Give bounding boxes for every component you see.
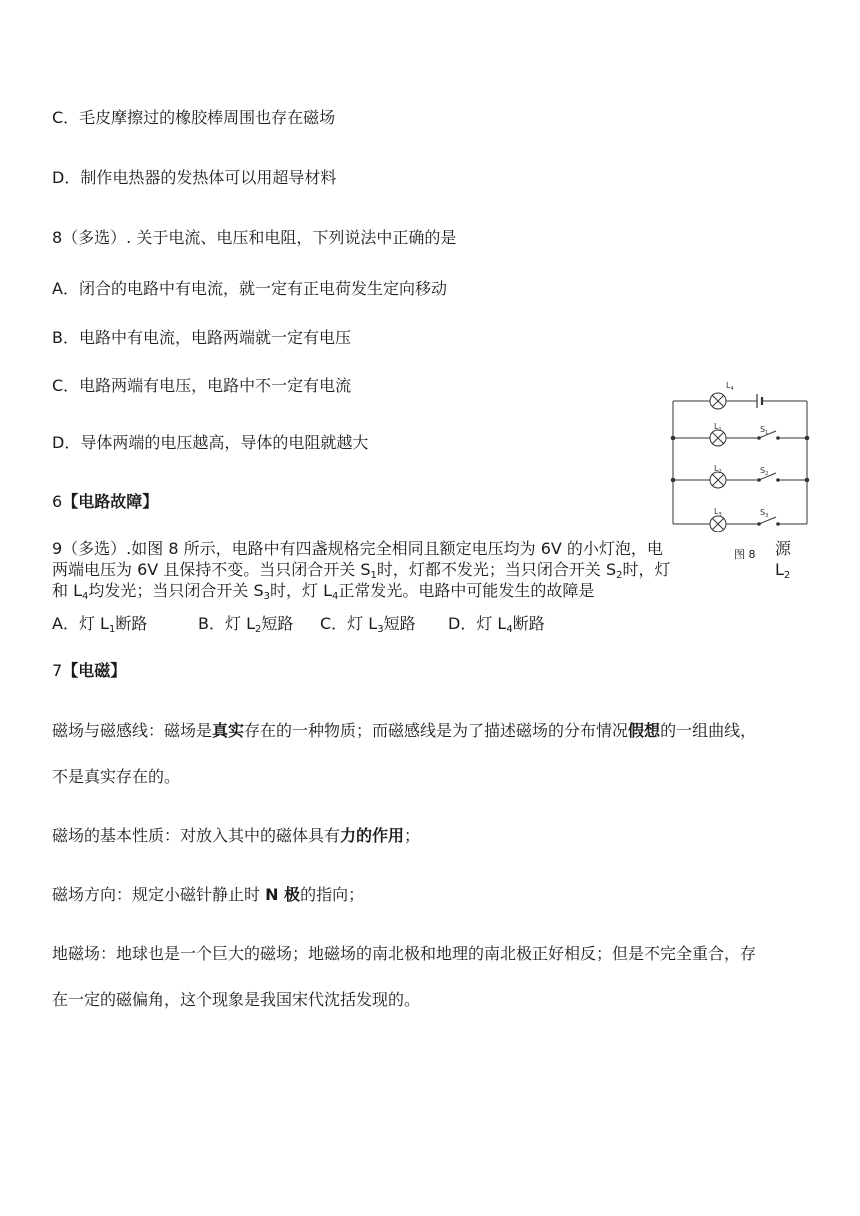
- q8-option-a: A．闭合的电路中有电流，就一定有正电荷发生定向移动: [52, 279, 447, 298]
- section-6-number: 6: [52, 492, 63, 511]
- label-s1: $S_1$: [760, 425, 769, 436]
- section-7-title: 【电磁】: [62, 661, 127, 680]
- magnet-para-3: 磁场方向：规定小磁针静止时 N 极的指向；: [52, 885, 365, 904]
- label-l1: $L_1$: [714, 422, 722, 433]
- q8-option-d: D．导体两端的电压越高，导体的电阻就越大: [52, 433, 369, 452]
- q9-option-a: A．灯 $L_1$断路: [52, 614, 148, 635]
- section-7-number: 7: [52, 661, 63, 680]
- q9-option-c: C．灯 $L_3$短路: [320, 614, 416, 635]
- q9-option-d: D．灯 $L_4$断路: [448, 614, 545, 635]
- q9-line-2: 两端电压为 6V 且保持不变。当只闭合开关 $S_1$时，灯都不发光；当只闭合开关 $S_2$时，灯: [52, 560, 671, 581]
- magnet-para-4-line-1: 地磁场：地球也是一个巨大的磁场；地磁场的南北极和地理的南北极正好相反；但是不完全重合，存: [52, 944, 757, 963]
- q8-stem: 8（多选）. 关于电流、电压和电阻，下列说法中正确的是: [52, 228, 457, 247]
- q9-line-3: 和 $L_4$均发光；当只闭合开关 $S_3$时，灯 $L_4$正常发光。电路中可能发生的故障是: [52, 581, 595, 602]
- label-l2: $L_2$: [714, 464, 722, 475]
- q9-option-b: B．灯 $L_2$短路: [198, 614, 294, 635]
- magnet-para-2: 磁场的基本性质：对放入其中的磁体具有力的作用；: [52, 826, 421, 845]
- q9-options: [52, 613, 545, 635]
- label-l3: $L_3$: [714, 507, 722, 518]
- label-l4: $L_4$: [726, 381, 734, 392]
- circuit-diagram: [668, 376, 814, 532]
- label-s2: $S_2$: [760, 466, 769, 477]
- section-6-title: 【电路故障】: [62, 492, 159, 511]
- figure-caption: 图 8: [734, 548, 756, 561]
- q7-option-d: D．制作电热器的发热体可以用超导材料: [52, 168, 337, 187]
- label-s3: $S_3$: [760, 508, 769, 519]
- magnet-para-4-line-2: 在一定的磁偏角，这个现象是我国宋代沈括发现的。: [52, 990, 421, 1009]
- q7-option-c: C．毛皮摩擦过的橡胶棒周围也存在磁场: [52, 108, 336, 127]
- section-7-heading: [52, 660, 126, 682]
- q9-overflow-text-2: $L_2$: [775, 560, 791, 581]
- q8-option-c: C．电路两端有电压，电路中不一定有电流: [52, 376, 352, 395]
- q9-overflow-text-1: 源: [775, 539, 792, 558]
- magnet-para-1-line-2: 不是真实存在的。: [52, 767, 181, 786]
- section-6-heading: [52, 491, 158, 513]
- q8-option-b: B．电路中有电流，电路两端就一定有电压: [52, 328, 351, 347]
- q9-line-1: 9（多选）.如图 8 所示，电路中有四盏规格完全相同且额定电压均为 6V 的小灯泡，电: [52, 539, 663, 558]
- magnet-para-1-line-1: 磁场与磁感线：磁场是真实存在的一种物质；而磁感线是为了描述磁场的分布情况假想的一组曲线，: [52, 721, 757, 740]
